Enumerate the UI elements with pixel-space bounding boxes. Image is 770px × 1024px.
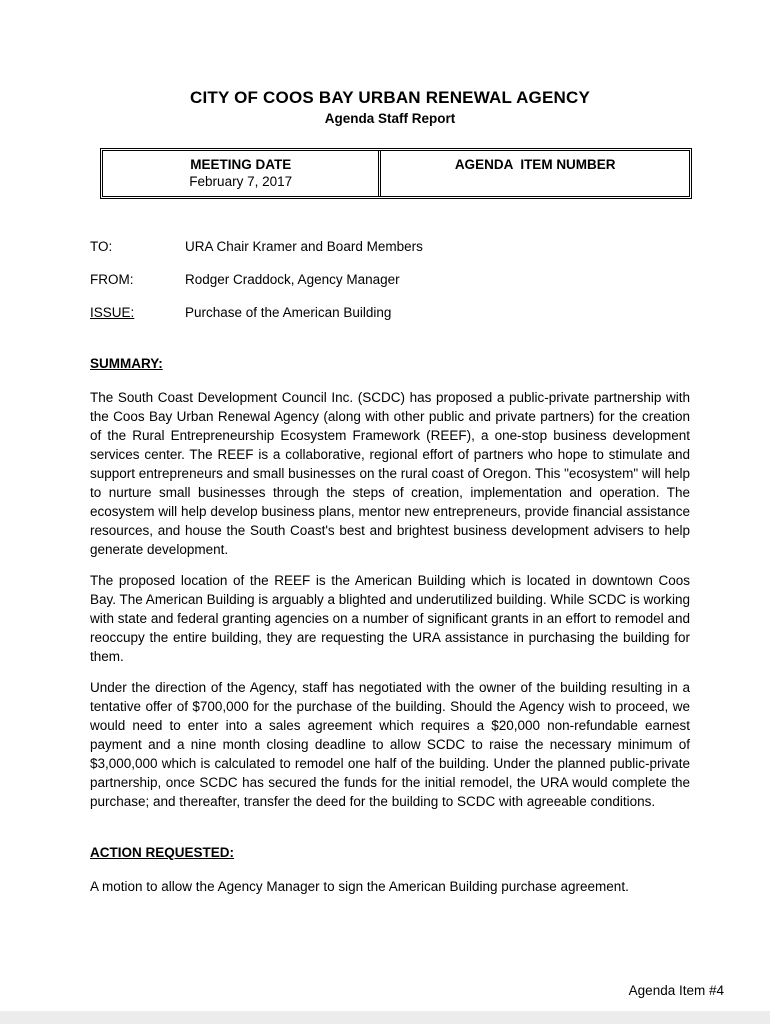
action-requested-text: A motion to allow the Agency Manager to sign the American Building purchase agreement. xyxy=(90,879,629,894)
summary-paragraph-2: The proposed location of the REEF is the American Building which is located in downtown Coos Bay. The American Building is arguably a blighted and underutilized building. While SCDC is working with state and federal granting agencies on a number of significant grants in an effort to remodel and reoccupy the entire building, they are requesting the URA assistance in purchasing the building for them. xyxy=(90,573,690,664)
meeting-date-value: February 7, 2017 xyxy=(189,174,293,189)
agenda-item-number-label: AGENDA ITEM NUMBER xyxy=(454,157,616,172)
document-title: CITY OF COOS BAY URBAN RENEWAL AGENCY xyxy=(189,88,591,107)
issue-label: ISSUE: xyxy=(90,305,135,320)
meeting-date-label: MEETING DATE xyxy=(190,157,292,172)
field-row-issue xyxy=(90,303,690,322)
to-label: TO: xyxy=(90,239,113,254)
summary-heading: SUMMARY: xyxy=(90,356,163,371)
action-requested-section xyxy=(90,845,690,896)
field-row-to xyxy=(90,237,690,256)
to-value: URA Chair Kramer and Board Members xyxy=(185,239,423,254)
agenda-item-number-cell xyxy=(378,151,689,196)
issue-value: Purchase of the American Building xyxy=(185,305,392,320)
document-subtitle: Agenda Staff Report xyxy=(324,111,456,126)
page-bottom-edge xyxy=(0,1011,770,1024)
address-fields xyxy=(90,237,690,322)
meeting-date-cell xyxy=(103,151,378,196)
meeting-info-table xyxy=(100,148,692,199)
summary-section xyxy=(90,356,690,811)
page-footer-agenda-item: Agenda Item #4 xyxy=(628,983,724,998)
from-value: Rodger Craddock, Agency Manager xyxy=(185,272,400,287)
summary-paragraph-3: Under the direction of the Agency, staff has negotiated with the owner of the building resulting in a tentative offer of $700,000 for the purchase of the building. Should the Agency wish to proceed, we would need to enter into a sales agreement which requires a $20,000 non-refundable earnest payment and a nine month closing deadline to allow SCDC to raise the necessary minimum of $3,000,000 which is calculated to remodel one half of the building. Under the planned public-private partnership, once SCDC has secured the funds for the initial remodel, the URA would complete the purchase; and thereafter, transfer the deed for the building to SCDC with agreeable conditions. xyxy=(90,680,690,809)
action-requested-heading: ACTION REQUESTED: xyxy=(90,845,235,860)
from-label: FROM: xyxy=(90,272,134,287)
field-row-from xyxy=(90,270,690,289)
summary-paragraph-1: The South Coast Development Council Inc. (SCDC) has proposed a public-private partnership with the Coos Bay Urban Renewal Agency (along with other public and private partners) for the creation of the Rural Entrepreneurship Ecosystem Framework (REEF), a one-stop business development services center. The REEF is a collaborative, regional effort of partners who hope to stimulate and support entrepreneurs and small businesses on the rural coast of Oregon. This "ecosystem" will help to nurture small businesses through the steps of creation, implementation and operation. The ecosystem will help develop business plans, mentor new entrepreneurs, provide financial assistance resources, and house the South Coast's best and brightest business development advisers to help generate development. xyxy=(90,390,690,557)
